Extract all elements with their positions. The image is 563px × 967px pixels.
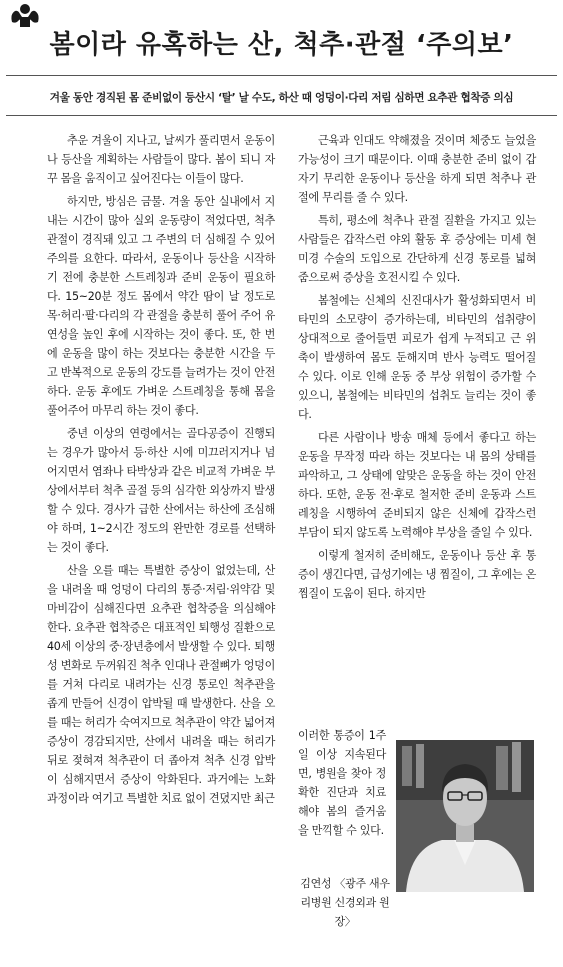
paragraph: 하지만, 방심은 금물. 겨울 동안 실내에서 지내는 시간이 많아 실외 운동량이 적었다면, 척추 관절이 경직돼 있고 그 주변의 더 심해질 수 있어 주의를 요한다. 따라서, 운동이나 등산을 시작하기 전에 충분한 스트레칭과 준비 운동이 필요하다. 15~20분 정도 몸에서 약간 땀이 날 정도로 목·허리·팔·다리의 각 관절을 충분히 풀어 주어 유연성을 높인 후에 시작하는 것이 좋다. 또, 한 번에 운동을 많이 하는 것보다는 충분한 시간을 두고 반복적으로 운동의 강도를 늘려가는 것이 안전하다. 운동 후에도 가벼운 스트레칭을 통해 몸을 풀어주어 마무리 하는 것이 좋다. — [47, 195, 275, 417]
paragraph: 이렇게 철저히 준비해도, 운동이나 등산 후 통증이 생긴다면, 급성기에는 냉 찜질이, 그 후에는 온 찜질이 도움이 된다. 하지만 — [298, 549, 536, 600]
author-byline — [298, 874, 392, 931]
article-headline: 봄이라 유혹하는 산, 척추·관절 ‘주의보’ — [49, 30, 514, 60]
paragraph: 이러한 통증이 1주일 이상 지속된다면, 병원을 찾아 정확한 진단과 치료해야 봄의 즐거움을 만끽할 수 있다. — [298, 729, 386, 837]
headline-divider — [6, 75, 557, 76]
left-column — [47, 131, 275, 812]
paragraph: 특히, 평소에 척추나 관절 질환을 가지고 있는 사람들은 갑작스런 야외 활동 후 증상에는 미세 현미경 수술의 도입으로 간단하게 신경 통로를 넓혀줌으로써 증상을 호전시킬 수 있다. — [298, 214, 536, 284]
subheadline-divider — [6, 115, 557, 116]
paragraph: 다른 사람이나 방송 매체 등에서 좋다고 하는 운동을 무작정 따라 하는 것보다는 내 몸의 상태를 파악하고, 그 상태에 알맞은 운동을 하는 것이 안전하다. 또한, 운동 전·후로 철저한 준비 운동과 스트레칭을 시행하여 준비되지 않은 신체에 갑작스런 부담이 되지 않도록 노력해야 부상을 줄일 수 있다. — [298, 431, 536, 539]
author-name: 김연성 — [300, 877, 332, 890]
paragraph: 근육과 인대도 약해졌을 것이며 체중도 늘었을 가능성이 크기 때문이다. 이때 충분한 준비 없이 갑자기 무리한 운동이나 등산을 하게 되면 척추나 관절에 무리를 줄 수 있다. — [298, 134, 536, 204]
paragraph: 봄철에는 신체의 신진대사가 활성화되면서 비타민의 소모량이 증가하는데, 비타민의 섭취량이 상대적으로 줄어들면 피로가 쉽게 누적되고 근 위축이 발생하여 몸도 둔해지며 반사 능력도 떨어질 수 있다. 이로 인해 운동 중 부상 위험이 증가할 수 있으니, 봄철에는 비타민의 섭취도 늘리는 것이 좋다. — [298, 294, 536, 421]
article-subheadline: 겨울 동안 경직된 몸 준비없이 등산시 ‘탈’ 날 수도, 하산 때 엉덩이·다리 저림 심하면 요추관 협착증 의심 — [49, 92, 514, 104]
paragraph: 추운 겨울이 지나고, 날씨가 풀리면서 운동이나 등산을 계획하는 사람들이 많다. 봄이 되니 자꾸 몸을 움직이고 싶어진다는 이들이 많다. — [47, 134, 275, 185]
paragraph: 산을 오를 때는 특별한 증상이 없었는데, 산을 내려올 때 엉덩이 다리의 통증·저림·위약감 및 마비감이 심해진다면 요추관 협착증을 의심해야 한다. 요추관 협착증은 대표적인 퇴행성 질환으로 40세 이상의 중·장년층에서 발생할 수 있다. 퇴행성 변화로 두꺼워진 척추 인대나 관절뼈가 엉덩이를 거쳐 다리로 내려가는 신경 통로인 척추관을 좁게 만들어 신경이 압박될 때 발생한다. 산을 오를 때는 허리가 숙여지므로 척추관이 약간 넓어져 증상이 경감되지만, 산에서 내려올 때는 허리가 뒤로 젖혀져 척추관이 더 좁아져 척추 신경 압박이 심해지면서 증상이 악화된다. 과거에는 노화 과정이라 여기고 특별한 치료 없이 견뎠지만 최근 — [47, 564, 275, 805]
author-affiliation: 〈광주 새우리병원 신경외과 원장〉 — [300, 877, 390, 928]
doctor-portrait — [396, 740, 534, 892]
narrow-column — [298, 726, 386, 844]
paragraph: 중년 이상의 연령에서는 골다공증이 진행되는 경우가 많아서 등·하산 시에 미끄러지거나 넘어지면서 염좌나 타박상과 같은 비교적 가벼운 부상에서부터 척추 골절 등의 심각한 외상까지 발생할 수 있다. 경사가 급한 산에서는 하산에 조심해야 하며, 1~2시간 정도의 완만한 경로를 선택하는 것이 좋다. — [47, 427, 275, 554]
right-column — [298, 131, 536, 607]
